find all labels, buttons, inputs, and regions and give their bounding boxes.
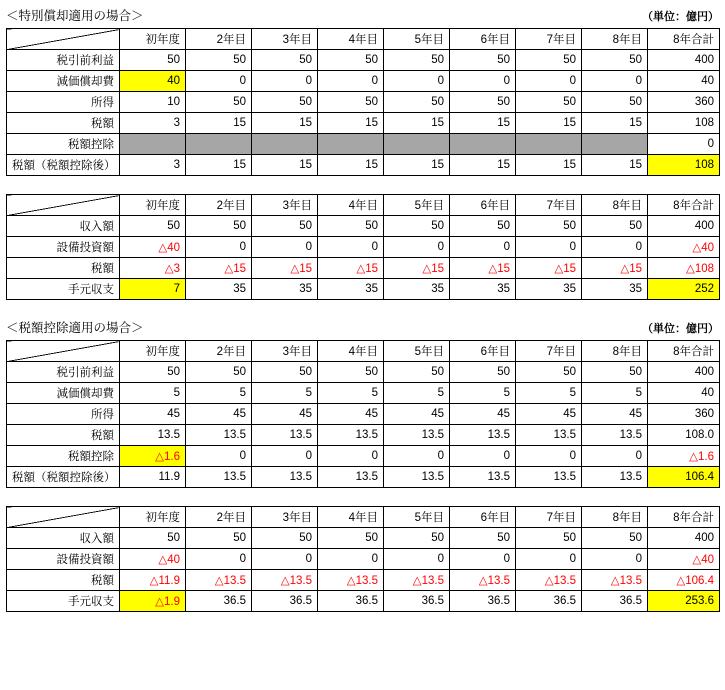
table-cell: △11.9 (120, 570, 186, 591)
column-header: 6年目 (450, 195, 516, 216)
row-label: 税引前利益 (7, 362, 120, 383)
table-cell: 50 (318, 50, 384, 71)
table-cell: 36.5 (252, 591, 318, 612)
table-cell: 106.4 (648, 467, 720, 488)
table-cell: △13.5 (516, 570, 582, 591)
table-row (7, 570, 720, 591)
table-cell: 13.5 (582, 425, 648, 446)
column-header: 初年度 (120, 507, 186, 528)
table-cell: 15 (252, 155, 318, 176)
table-cell: 50 (186, 92, 252, 113)
table-cell: △15 (516, 258, 582, 279)
table-cell: 5 (582, 383, 648, 404)
table-cell: △15 (318, 258, 384, 279)
table-cell: 36.5 (450, 591, 516, 612)
table-cell: 0 (516, 549, 582, 570)
table-cell: 45 (120, 404, 186, 425)
table-cell: 0 (516, 237, 582, 258)
table-cell (186, 134, 252, 155)
table-cell: 13.5 (318, 467, 384, 488)
table-cell: 45 (252, 404, 318, 425)
table-cell: 5 (120, 383, 186, 404)
table-row (7, 216, 720, 237)
column-header: 4年目 (318, 29, 384, 50)
table-cell: 50 (186, 216, 252, 237)
table-cell: 0 (648, 134, 720, 155)
table-cell: 36.5 (582, 591, 648, 612)
table-cell: 50 (450, 92, 516, 113)
table-cell: 36.5 (186, 591, 252, 612)
table-row (7, 362, 720, 383)
document-section (6, 6, 719, 300)
table-cell: 50 (582, 92, 648, 113)
column-header: 2年目 (186, 507, 252, 528)
table-cell: 5 (384, 383, 450, 404)
table-cell: 35 (186, 279, 252, 300)
table-cell (318, 134, 384, 155)
table-cell: 0 (318, 237, 384, 258)
table-cell: 0 (186, 446, 252, 467)
section-header (6, 318, 719, 336)
table-cell: 108 (648, 155, 720, 176)
table-cell: 50 (516, 92, 582, 113)
table-cell: 400 (648, 216, 720, 237)
table-cell: 0 (516, 71, 582, 92)
table-cell (450, 134, 516, 155)
column-header: 8年合計 (648, 195, 720, 216)
table-cell: △15 (384, 258, 450, 279)
table-cell: △1.9 (120, 591, 186, 612)
table-cell: 0 (516, 446, 582, 467)
table-cell: △13.5 (450, 570, 516, 591)
table-cell: 50 (516, 528, 582, 549)
table-cell (384, 134, 450, 155)
table-cell: 50 (186, 528, 252, 549)
column-header: 8年合計 (648, 507, 720, 528)
table-cell: 108 (648, 113, 720, 134)
table-cell: 15 (516, 155, 582, 176)
table-cell: △1.6 (648, 446, 720, 467)
column-header: 5年目 (384, 195, 450, 216)
table-row (7, 404, 720, 425)
table-cell: 35 (318, 279, 384, 300)
table-header-row (7, 195, 720, 216)
row-label: 税額 (7, 113, 120, 134)
table-cell: △13.5 (318, 570, 384, 591)
table-cell: 40 (648, 383, 720, 404)
table-cell: 13.5 (318, 425, 384, 446)
table-cell: △40 (120, 549, 186, 570)
table-cell: 13.5 (516, 425, 582, 446)
column-header: 初年度 (120, 341, 186, 362)
table-cell: 35 (450, 279, 516, 300)
section-header (6, 6, 719, 24)
table-cell: △3 (120, 258, 186, 279)
row-label: 税額控除 (7, 446, 120, 467)
column-header: 6年目 (450, 341, 516, 362)
table-cell: △13.5 (582, 570, 648, 591)
table-cell: 400 (648, 528, 720, 549)
column-header: 4年目 (318, 341, 384, 362)
table-cell: 50 (384, 92, 450, 113)
table-cell: 0 (582, 71, 648, 92)
column-header: 2年目 (186, 195, 252, 216)
table-cell: 13.5 (450, 467, 516, 488)
table-cell: 45 (186, 404, 252, 425)
column-header: 5年目 (384, 507, 450, 528)
table-cell: 36.5 (516, 591, 582, 612)
unit-note: （単位：億円） (642, 11, 719, 23)
table-cell: 0 (450, 237, 516, 258)
table-cell: 45 (384, 404, 450, 425)
table-cell: 252 (648, 279, 720, 300)
table-cell: 0 (252, 446, 318, 467)
table-cell: 360 (648, 404, 720, 425)
table-cell (252, 134, 318, 155)
table-cell: 0 (450, 549, 516, 570)
table-cell: 35 (582, 279, 648, 300)
table-cell: 0 (252, 549, 318, 570)
table-cell: 0 (384, 549, 450, 570)
row-label: 税額（税額控除後） (7, 155, 120, 176)
table-row (7, 50, 720, 71)
table-cell: 50 (120, 50, 186, 71)
table-cell: 13.5 (384, 467, 450, 488)
table-cell: 0 (186, 549, 252, 570)
table-cell: △15 (450, 258, 516, 279)
table-cell: 50 (450, 362, 516, 383)
table-row (7, 467, 720, 488)
column-header: 5年目 (384, 29, 450, 50)
table-cell (516, 134, 582, 155)
table-cell: 50 (120, 216, 186, 237)
table-row (7, 134, 720, 155)
row-label: 減価償却費 (7, 383, 120, 404)
data-table (6, 194, 720, 300)
table-cell: 0 (318, 71, 384, 92)
table-cell: 15 (318, 155, 384, 176)
table-cell: 15 (318, 113, 384, 134)
table-cell: 253.6 (648, 591, 720, 612)
table-cell: 0 (582, 446, 648, 467)
table-cell: 50 (252, 50, 318, 71)
table-cell: 0 (318, 446, 384, 467)
table-cell: △13.5 (186, 570, 252, 591)
column-header: 5年目 (384, 341, 450, 362)
table-header-row (7, 29, 720, 50)
column-header: 8年目 (582, 195, 648, 216)
table-cell: 13.5 (450, 425, 516, 446)
column-header: 4年目 (318, 507, 384, 528)
table-row (7, 549, 720, 570)
table-cell: △15 (186, 258, 252, 279)
section-title: ＜特別償却適用の場合＞ (6, 9, 144, 23)
table-cell (582, 134, 648, 155)
table-cell: 400 (648, 50, 720, 71)
column-header: 6年目 (450, 507, 516, 528)
column-header: 8年目 (582, 341, 648, 362)
table-cell: 0 (384, 446, 450, 467)
table-row (7, 113, 720, 134)
table-cell: 15 (186, 113, 252, 134)
row-label: 税引前利益 (7, 50, 120, 71)
row-label: 減価償却費 (7, 71, 120, 92)
table-cell: 13.5 (186, 467, 252, 488)
row-label: 税額 (7, 258, 120, 279)
table-cell: 50 (582, 528, 648, 549)
table-cell: 50 (516, 216, 582, 237)
table-cell: △15 (582, 258, 648, 279)
table-cell: 15 (450, 155, 516, 176)
table-cell: 36.5 (384, 591, 450, 612)
data-table (6, 506, 720, 612)
table-cell: 35 (384, 279, 450, 300)
table-cell: 0 (384, 71, 450, 92)
corner-diagonal-cell (7, 29, 120, 50)
table-cell: 0 (252, 71, 318, 92)
table-cell: 50 (450, 50, 516, 71)
table-cell: 15 (582, 155, 648, 176)
row-label: 所得 (7, 404, 120, 425)
table-cell: △40 (120, 237, 186, 258)
table-cell: 50 (450, 216, 516, 237)
row-label: 税額（税額控除後） (7, 467, 120, 488)
table-cell: 50 (186, 362, 252, 383)
table-cell: 50 (252, 362, 318, 383)
table-cell: 0 (186, 237, 252, 258)
table-cell: 50 (318, 362, 384, 383)
table-cell: 50 (516, 50, 582, 71)
table-cell: 108.0 (648, 425, 720, 446)
column-header: 7年目 (516, 507, 582, 528)
table-cell: △40 (648, 549, 720, 570)
table-cell: 15 (450, 113, 516, 134)
corner-diagonal-cell (7, 195, 120, 216)
column-header: 3年目 (252, 195, 318, 216)
data-table (6, 340, 720, 488)
column-header: 4年目 (318, 195, 384, 216)
table-cell: 50 (384, 528, 450, 549)
table-cell: 40 (120, 71, 186, 92)
table-cell: 0 (582, 549, 648, 570)
table-cell: 13.5 (516, 467, 582, 488)
column-header: 初年度 (120, 195, 186, 216)
table-cell: 15 (252, 113, 318, 134)
column-header: 8年合計 (648, 29, 720, 50)
corner-diagonal-cell (7, 341, 120, 362)
table-cell: 13.5 (186, 425, 252, 446)
table-cell: 0 (186, 71, 252, 92)
table-cell: 11.9 (120, 467, 186, 488)
table-cell: △15 (252, 258, 318, 279)
table-cell: 5 (318, 383, 384, 404)
table-row (7, 71, 720, 92)
table-cell: 50 (318, 216, 384, 237)
table-cell: 50 (318, 528, 384, 549)
table-cell (120, 134, 186, 155)
row-label: 税額 (7, 570, 120, 591)
table-cell: 45 (516, 404, 582, 425)
table-cell: △1.6 (120, 446, 186, 467)
table-cell: 50 (318, 92, 384, 113)
table-cell: 40 (648, 71, 720, 92)
column-header: 7年目 (516, 195, 582, 216)
table-cell: 15 (516, 113, 582, 134)
table-row (7, 258, 720, 279)
table-row (7, 446, 720, 467)
table-cell: 50 (384, 50, 450, 71)
table-row (7, 279, 720, 300)
column-header: 7年目 (516, 341, 582, 362)
table-row (7, 92, 720, 113)
table-cell: 400 (648, 362, 720, 383)
table-cell: 45 (318, 404, 384, 425)
table-cell: 13.5 (582, 467, 648, 488)
column-header: 7年目 (516, 29, 582, 50)
table-cell: 35 (252, 279, 318, 300)
table-cell: 7 (120, 279, 186, 300)
table-cell: 3 (120, 155, 186, 176)
table-cell: 50 (252, 216, 318, 237)
table-cell: 50 (582, 216, 648, 237)
table-cell: △13.5 (384, 570, 450, 591)
table-row (7, 528, 720, 549)
table-cell: 15 (186, 155, 252, 176)
table-cell: 15 (384, 113, 450, 134)
column-header: 8年合計 (648, 341, 720, 362)
table-cell: 45 (582, 404, 648, 425)
document-section (6, 318, 719, 612)
column-header: 初年度 (120, 29, 186, 50)
table-cell: 0 (450, 446, 516, 467)
table-cell: 13.5 (384, 425, 450, 446)
table-header-row (7, 507, 720, 528)
table-cell: 5 (186, 383, 252, 404)
table-cell: 5 (450, 383, 516, 404)
table-cell: 0 (450, 71, 516, 92)
table-cell: 50 (582, 362, 648, 383)
table-cell: 50 (384, 216, 450, 237)
row-label: 収入額 (7, 528, 120, 549)
row-label: 手元収支 (7, 279, 120, 300)
column-header: 6年目 (450, 29, 516, 50)
table-cell: 360 (648, 92, 720, 113)
column-header: 2年目 (186, 341, 252, 362)
row-label: 手元収支 (7, 591, 120, 612)
table-cell: 0 (384, 237, 450, 258)
table-cell: 50 (450, 528, 516, 549)
column-header: 3年目 (252, 29, 318, 50)
table-cell: 50 (120, 528, 186, 549)
table-cell: △106.4 (648, 570, 720, 591)
table-cell: 45 (450, 404, 516, 425)
row-label: 設備投資額 (7, 237, 120, 258)
table-cell: 13.5 (252, 467, 318, 488)
table-cell: 50 (252, 528, 318, 549)
table-cell: 13.5 (252, 425, 318, 446)
table-cell: 35 (516, 279, 582, 300)
table-cell: 15 (384, 155, 450, 176)
table-row (7, 155, 720, 176)
table-cell: 15 (582, 113, 648, 134)
row-label: 税額 (7, 425, 120, 446)
column-header: 3年目 (252, 507, 318, 528)
row-label: 税額控除 (7, 134, 120, 155)
table-cell: 5 (516, 383, 582, 404)
table-cell: 0 (582, 237, 648, 258)
table-row (7, 383, 720, 404)
table-cell: 50 (120, 362, 186, 383)
table-cell: △108 (648, 258, 720, 279)
table-cell: 0 (318, 549, 384, 570)
table-row (7, 591, 720, 612)
table-cell: 50 (384, 362, 450, 383)
unit-note: （単位：億円） (642, 323, 719, 335)
table-row (7, 425, 720, 446)
row-label: 収入額 (7, 216, 120, 237)
table-cell: △40 (648, 237, 720, 258)
row-label: 所得 (7, 92, 120, 113)
table-cell: △13.5 (252, 570, 318, 591)
table-cell: 36.5 (318, 591, 384, 612)
table-cell: 13.5 (120, 425, 186, 446)
column-header: 8年目 (582, 507, 648, 528)
corner-diagonal-cell (7, 507, 120, 528)
column-header: 8年目 (582, 29, 648, 50)
table-header-row (7, 341, 720, 362)
column-header: 2年目 (186, 29, 252, 50)
sections-container (6, 6, 719, 612)
table-row (7, 237, 720, 258)
table-cell: 5 (252, 383, 318, 404)
table-cell: 50 (252, 92, 318, 113)
table-cell: 3 (120, 113, 186, 134)
table-cell: 50 (582, 50, 648, 71)
table-cell: 0 (252, 237, 318, 258)
row-label: 設備投資額 (7, 549, 120, 570)
table-cell: 10 (120, 92, 186, 113)
column-header: 3年目 (252, 341, 318, 362)
data-table (6, 28, 720, 176)
table-cell: 50 (186, 50, 252, 71)
section-title: ＜税額控除適用の場合＞ (6, 321, 144, 335)
table-cell: 50 (516, 362, 582, 383)
